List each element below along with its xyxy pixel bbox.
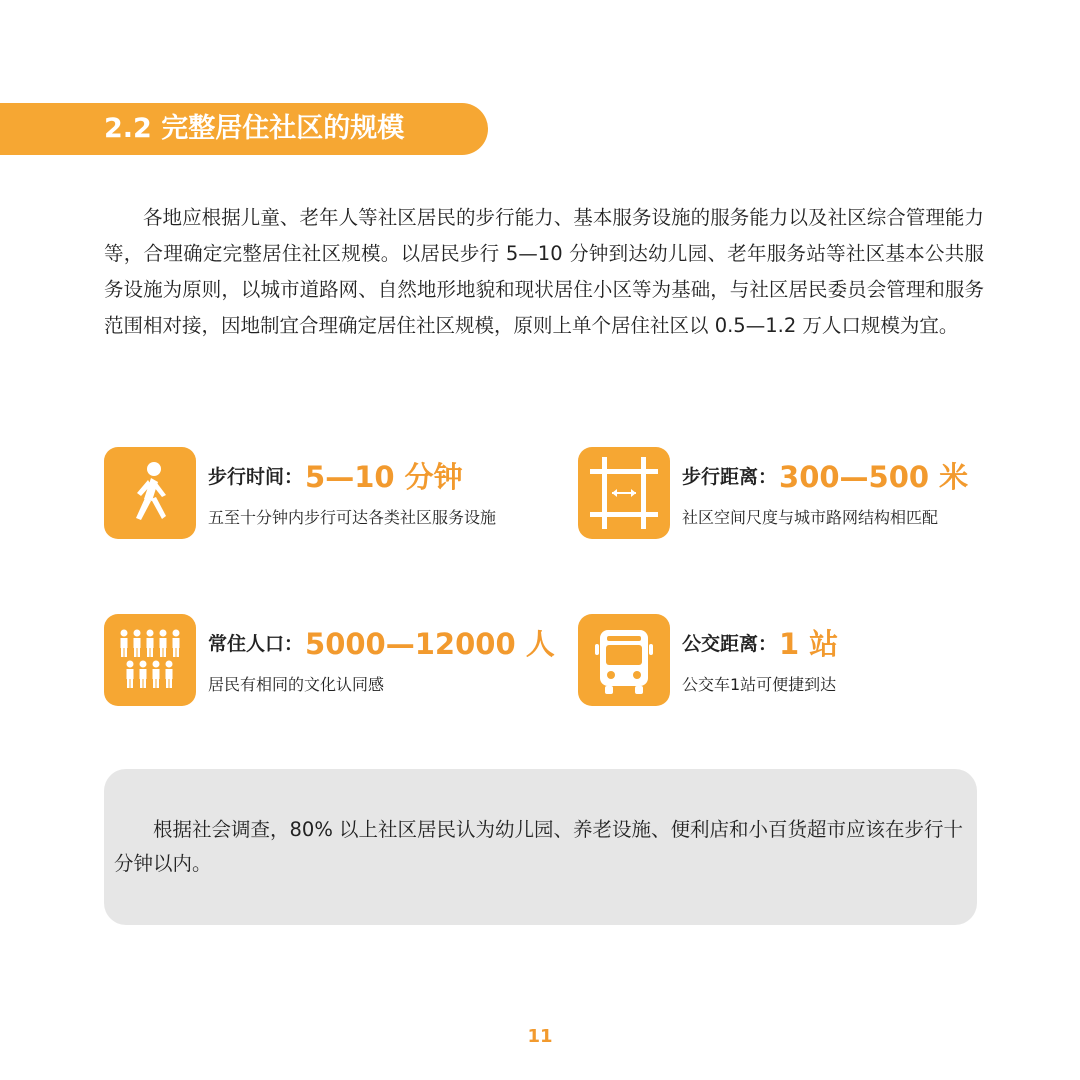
walking-distance-label: 步行距离： (682, 466, 778, 488)
population-value: 5000—12000 人 (305, 627, 555, 661)
population-group-icon (104, 614, 196, 706)
survey-note-box (104, 769, 977, 925)
page-number: 11 (527, 1026, 553, 1047)
bus-distance-label: 公交距离： (682, 633, 778, 655)
survey-note-text: 根据社会调查，80% 以上社区居民认为幼儿园、养老设施、便利店和小百货超市应该在步行十分钟以内。 (114, 818, 964, 875)
population-label: 常住人口： (208, 633, 304, 655)
walking-time-card (104, 447, 524, 543)
section-header-bar (0, 103, 488, 155)
bus-distance-card (578, 614, 998, 710)
walking-time-label: 步行时间： (208, 466, 304, 488)
bus-distance-description: 公交车1站可便捷到达 (682, 675, 837, 694)
intro-paragraph: 各地应根据儿童、老年人等社区居民的步行能力、基本服务设施的服务能力以及社区综合管理能力等，合理确定完整居住社区规模。以居民步行 5—10 分钟到达幼儿园、老年服务站等社区基本公共服务设施为原则，以城市道路网、自然地形地貌和现状居住小区等为基础，与社区居民委员会管理和服务范围相对接，因地制宜合理确定居住社区规模，原则上单个居住社区以 0.5—1.2 万人口规模为宜。 (104, 206, 984, 337)
walking-person-icon (104, 447, 196, 539)
walking-time-description: 五至十分钟内步行可达各类社区服务设施 (208, 508, 497, 527)
population-card (104, 614, 555, 710)
walking-time-value: 5—10 分钟 (305, 460, 463, 494)
population-description: 居民有相同的文化认同感 (208, 675, 385, 694)
section-title: 2.2 完整居住社区的规模 (104, 113, 405, 144)
walking-distance-card (578, 447, 998, 543)
walking-distance-description: 社区空间尺度与城市路网结构相匹配 (682, 508, 939, 527)
bus-icon (578, 614, 670, 706)
bus-distance-value: 1 站 (779, 627, 839, 661)
walking-distance-value: 300—500 米 (779, 460, 969, 494)
distance-grid-icon (578, 447, 670, 539)
